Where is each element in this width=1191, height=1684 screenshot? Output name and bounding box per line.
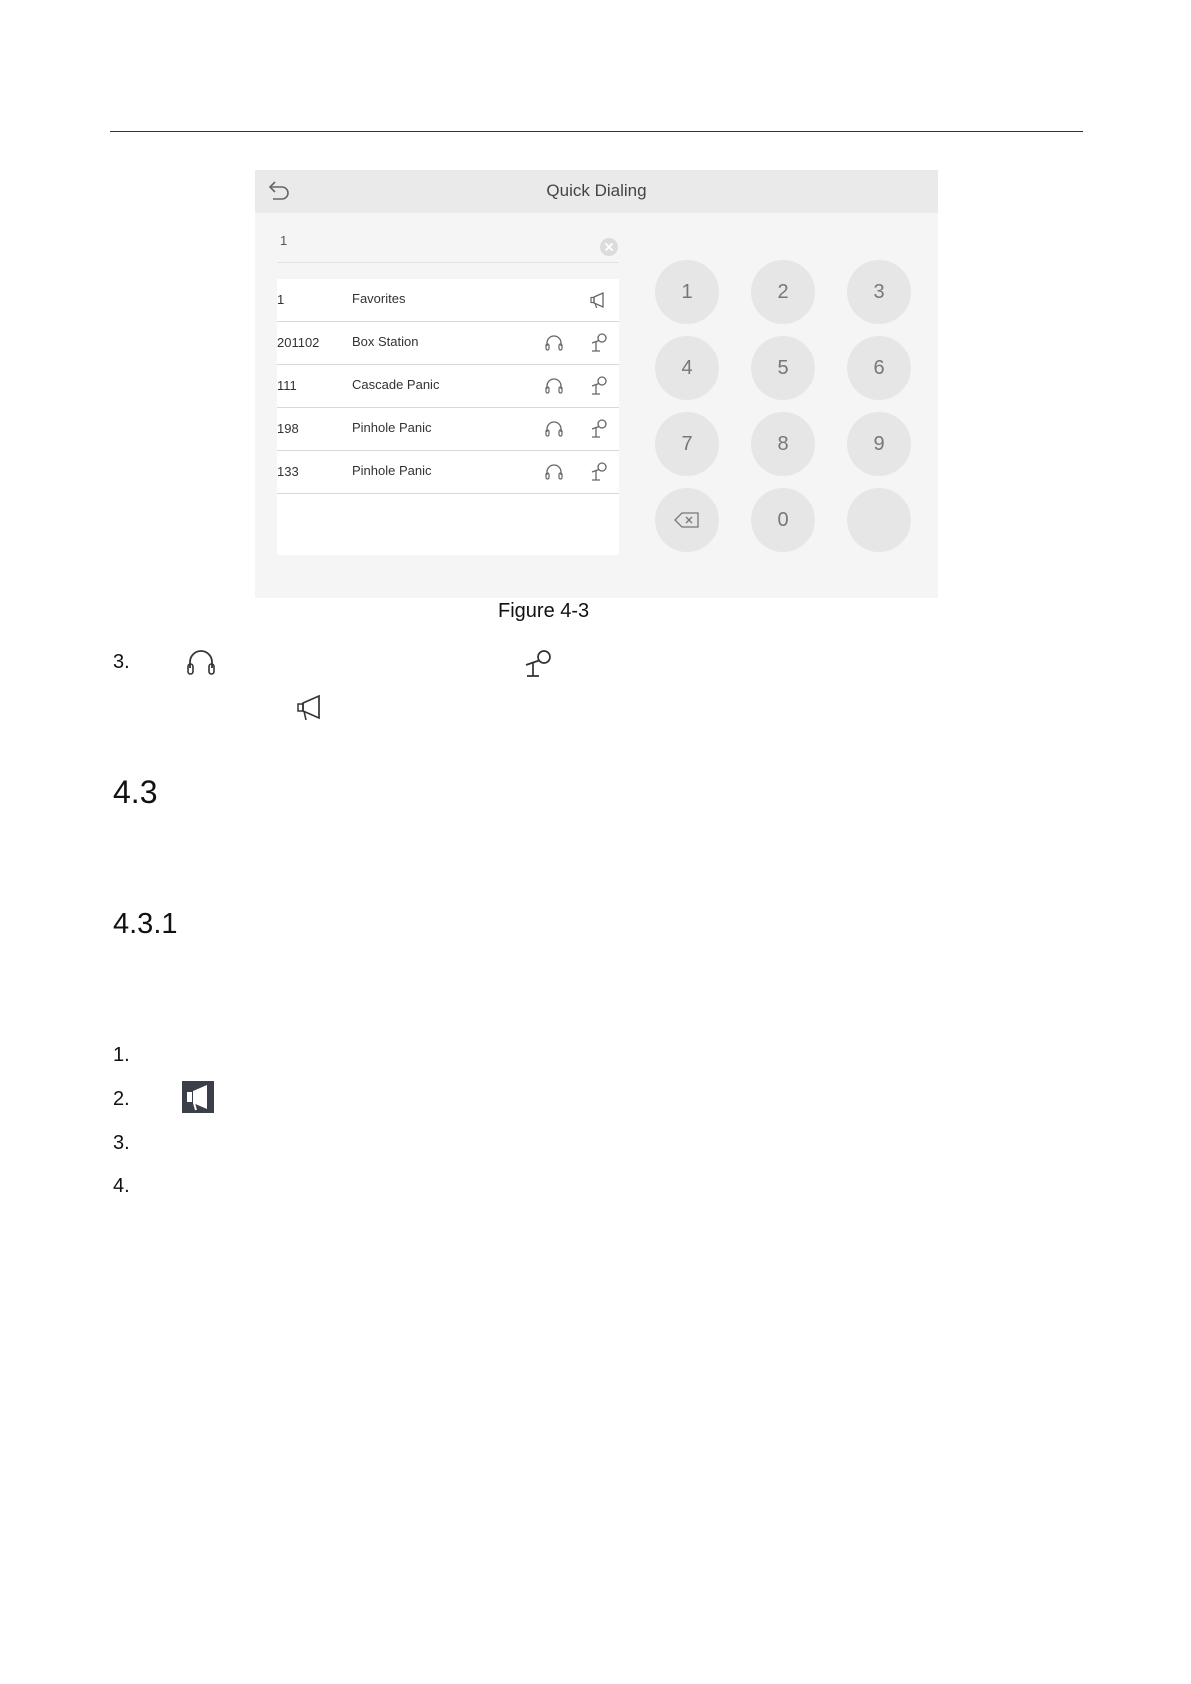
keypad-key-6[interactable]: 6 (847, 336, 911, 400)
keypad-key-3[interactable]: 3 (847, 260, 911, 324)
contact-name: Box Station (352, 334, 419, 349)
headphones-icon[interactable] (544, 377, 564, 395)
title-bar (255, 170, 938, 213)
microphone-icon[interactable] (587, 375, 609, 397)
quick-dialing-screenshot (255, 170, 938, 598)
dial-input[interactable] (277, 222, 619, 263)
broadcast-icon (293, 692, 327, 724)
contact-number: 133 (277, 464, 299, 479)
broadcast-icon[interactable] (587, 289, 609, 311)
keypad-backspace[interactable] (655, 488, 719, 552)
subsection-heading: 4.3.1 (113, 908, 178, 940)
headphones-icon[interactable] (544, 463, 564, 481)
section-heading: 4.3 (113, 774, 158, 810)
contact-name: Pinhole Panic (352, 420, 432, 435)
backspace-icon (673, 510, 701, 530)
keypad-key-2[interactable]: 2 (751, 260, 815, 324)
step-number: 2. (113, 1088, 130, 1110)
clear-icon[interactable] (599, 237, 619, 257)
list-item[interactable] (277, 408, 619, 451)
microphone-icon[interactable] (587, 461, 609, 483)
keypad-key-9[interactable]: 9 (847, 412, 911, 476)
list-item[interactable] (277, 279, 619, 322)
keypad-key-7[interactable]: 7 (655, 412, 719, 476)
keypad-key-0[interactable]: 0 (751, 488, 815, 552)
step-number: 3. (113, 1132, 130, 1154)
header-rule (110, 131, 1083, 132)
step-number: 3. (113, 651, 130, 673)
contact-name: Favorites (352, 291, 406, 306)
contact-name: Pinhole Panic (352, 463, 432, 478)
keypad-key-4[interactable]: 4 (655, 336, 719, 400)
headphones-icon[interactable] (544, 420, 564, 438)
keypad-key-8[interactable]: 8 (751, 412, 815, 476)
page-title: Quick Dialing (546, 181, 647, 200)
list-item[interactable] (277, 365, 619, 408)
keypad-key-1[interactable]: 1 (655, 260, 719, 324)
contact-name: Cascade Panic (352, 377, 440, 392)
microphone-icon (520, 648, 554, 680)
headphones-icon[interactable] (544, 334, 564, 352)
keypad-blank-key[interactable] (847, 488, 911, 552)
broadcast-icon (182, 1081, 214, 1113)
headphones-icon (184, 648, 218, 678)
step-number: 1. (113, 1044, 130, 1066)
figure-caption: Figure 4-3 (498, 600, 590, 622)
contact-number: 111 (277, 378, 297, 393)
contact-number: 201102 (277, 335, 320, 350)
contact-number: 1 (277, 292, 285, 307)
dial-input-value: 1 (280, 233, 288, 248)
microphone-icon[interactable] (587, 418, 609, 440)
list-item[interactable] (277, 451, 619, 494)
step-number: 4. (113, 1175, 130, 1197)
microphone-icon[interactable] (587, 332, 609, 354)
keypad-key-5[interactable]: 5 (751, 336, 815, 400)
contact-list (277, 279, 619, 555)
contact-number: 198 (277, 421, 299, 436)
list-item[interactable] (277, 322, 619, 365)
